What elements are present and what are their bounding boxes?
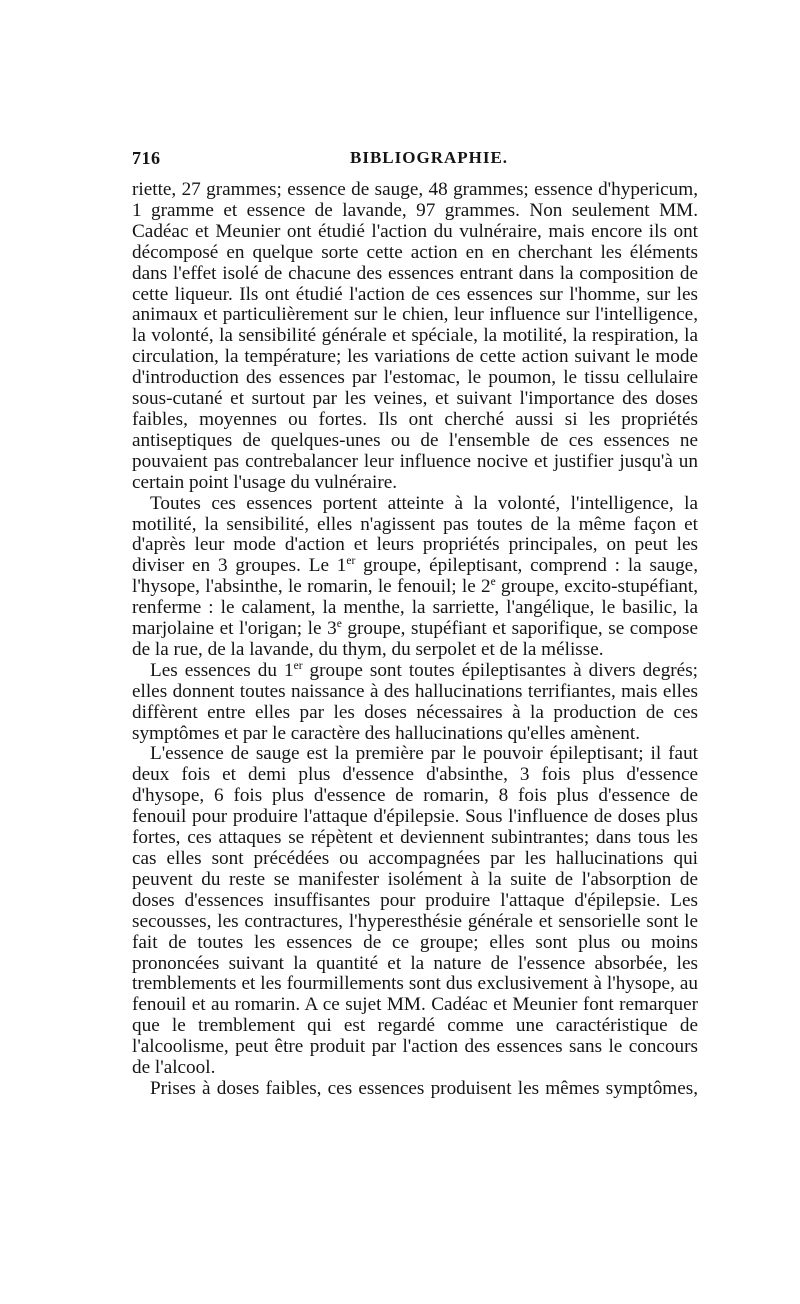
paragraph-text-part: Toutes ces essences portent atteinte à la volonté, l'intelligence, la motilité, la sensibilité, elles n'agissent pas toutes de la même façon et d'après leur mode d'action et leurs propriétés principales, on peut les diviser en 3 groupes. Le 1 xyxy=(132,492,698,577)
ordinal-superscript: e xyxy=(490,576,496,589)
paragraph-text-part: Les essences du 1 xyxy=(150,659,294,681)
ordinal-superscript: e xyxy=(336,618,342,631)
paragraph-text-part: groupe sont toutes épileptisantes à divers degrés; elles donnent toutes naissance à des hallucinations terrifiantes, mais elles diffèrent entre elles par les doses nécessaires à la production de ces symptômes et par le caractère des hallucinations qu'elles amènent. xyxy=(132,659,698,744)
paragraph-text: L'essence de sauge est la première par le pouvoir épileptisant; il faut deux fois et demi plus d'essence d'absinthe, 3 fois plus d'essence d'hysope, 6 fois plus d'essence de romarin, 8 fois plus d'essence de fenouil pour produire l'attaque d'épilepsie. Sous l'influence de doses plus fortes, ces attaques se répètent et deviennent subintrantes; dans tous les cas elles sont précédées ou accompagnées par les hallucinations qui peuvent du reste se manifester isolément à la suite de l'absorption de doses d'essences insuffisantes pour produire l'attaque d'épilepsie. Les secousses, les contractures, l'hyperesthésie générale et sensorielle sont le fait de toutes les essences de ce groupe; elles sont plus ou moins prononcées suivant la quantité et la nature de l'essence absorbée, les tremblements et les fourmillements sont dus exclusivement à l'hysope, au fenouil et au romarin. A ce sujet MM. Cadéac et Meunier font remarquer que le tremblement qui est regardé comme une caractéristique de l'alcoolisme, peut être produit par l'action des essences sans le concours de l'alcool. xyxy=(132,743,698,1079)
paragraph-text-part: groupe, épileptisant, comprend : la sauge, l'hysope, l'absinthe, le romarin, le fenouil; le 2 xyxy=(132,555,698,598)
paragraph-weak-doses xyxy=(132,1079,698,1100)
page-number: 716 xyxy=(132,148,161,168)
paragraph-vulneraire-analysis xyxy=(132,180,698,494)
page-header xyxy=(132,148,698,172)
paragraph-text: Prises à doses faibles, ces essences produisent les mêmes symptômes, xyxy=(150,1077,698,1099)
paragraph-first-group xyxy=(132,661,698,745)
paragraph-sauge-essence xyxy=(132,744,698,1079)
running-head: BIBLIOGRAPHIE. xyxy=(350,148,509,167)
ordinal-superscript: er xyxy=(293,659,303,672)
paragraph-text-part: groupe, excito-stupéfiant, renferme : le calament, la menthe, la sarriette, l'angélique, le basilic, la marjolaine et l'origan; le 3 xyxy=(132,576,698,640)
paragraph-text-part: groupe, stupéfiant et saporifique, se compose de la rue, de la lavande, du thym, du serpolet et de la mélisse. xyxy=(132,618,699,660)
body-text xyxy=(132,180,698,1100)
paragraph-three-groups xyxy=(132,494,698,661)
ordinal-superscript: er xyxy=(346,555,356,568)
paragraph-text: riette, 27 grammes; essence de sauge, 48 grammes; essence d'hypericum, 1 gramme et essence de lavande, 97 grammes. Non seulement MM. Cadéac et Meunier ont étudié l'action du vulnéraire, mais encore ils ont décomposé en quelque sorte cette action en en cherchant les éléments dans l'effet isolé de chacune des essences entrant dans la composition de cette liqueur. Ils ont étudié l'action de ces essences sur l'homme, sur les animaux et particulièrement sur le chien, leur influence sur l'intelligence, la volonté, la sensibilité générale et spéciale, la motilité, la respiration, la circulation, la température; les variations de cette action suivant le mode d'introduction des essences par l'estomac, le poumon, le tissu cellulaire sous-cutané et surtout par les veines, et suivant l'importance des doses faibles, moyennes ou fortes. Ils ont cherché aussi si les propriétés antiseptiques de quelques-unes ou de l'ensemble de ces essences ne pouvaient pas contrebalancer leur influence nocive et justifier jusqu'à un certain point l'usage du vulnéraire. xyxy=(132,179,698,493)
